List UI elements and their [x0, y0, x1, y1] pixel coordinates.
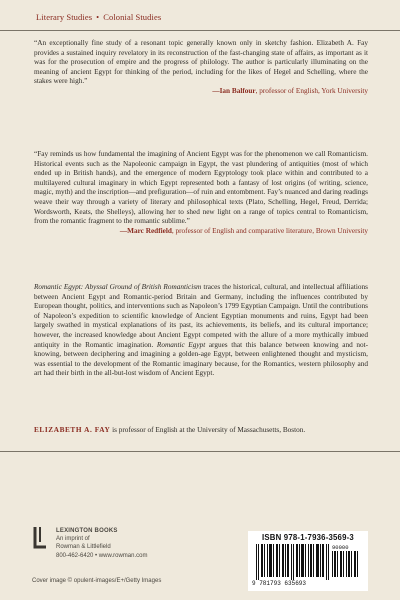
blurb-author: —Ian Balfour [212, 86, 256, 95]
category-colonial: Colonial Studies [103, 12, 162, 22]
publisher-info [56, 527, 147, 560]
blurb-attribution [34, 227, 368, 237]
book-description [34, 283, 368, 379]
category-separator: • [96, 12, 100, 22]
price-barcode-icon [332, 551, 360, 577]
publisher-parent: Rowman & Littlefield [56, 544, 111, 551]
publisher-name: LEXINGTON BOOKS [56, 528, 118, 534]
category-literary: Literary Studies [36, 12, 93, 22]
cover-credit: Cover image © opulent-images/E+/Getty Images [32, 578, 162, 584]
barcode [248, 531, 368, 591]
footer [0, 452, 400, 600]
author-bio [34, 426, 368, 436]
blurb-balfour [34, 39, 368, 97]
book-title-italic: Romantic Egypt: Abyssal Ground of British Romanticism [34, 283, 202, 291]
blurb-role: , professor of English and comparative literature, Brown University [171, 226, 368, 235]
isbn-label: ISBN 978-1-7936-3569-3 [262, 533, 354, 542]
description-part1: traces the historical, cultural, and intellectual affiliations between Ancient Egypt and Romantic-period Britain and Germany, including the influences contributed by European thought, politics, and interventions such as Napoleon’s 1799 Egyptian Campaign. Until the contributions of Napoleon’s expedition to scientific knowledge of Ancient Egyptian monuments and ruins, Egypt had been largely swathed in mystical explanations of its past, its achievements, its beliefs, and its cultural importance; however, the increased knowledge about Ancient Egypt competed with the allure of a more mythically imbued antiquity in the Romantic imagination. [34, 283, 368, 349]
price-code: 90000 [332, 544, 349, 551]
blurb-role: , professor of English, York University [255, 86, 368, 95]
book-title-short: Romantic Egypt [156, 340, 206, 349]
publisher-imprint: An imprint of [56, 536, 90, 543]
blurb-redfield [34, 150, 368, 236]
blurb-author: —Marc Redfield [119, 226, 172, 235]
blurb-text: “Fay reminds us how fundamental the imagining of Ancient Egypt was for the phenomenon we call Romanticism. Historical events such as the Napoleonic campaign in Egypt, the vast plundering of antiquities (most of which ended up in British hands), and the emergence of modern Egyptology took place within and contributed to a multilayered cultural imaginary in which Egypt represented both a fantasy of lost origins (of writing, science, magic, myth) and the inscription—and prefiguration—of ruin and entombment. Fay’s nuanced and daring readings weave their way through a variety of literary and philosophical texts (Plato, Schelling, Hegel, Freud, Derrida; Wordsworth, Keats, the Shelleys), allowing her to shed new light on a range of topics central to Romanticism, from the romantic fragment to the romantic sublime.” [34, 150, 368, 226]
description-part2: argues that this balance between knowing and not-knowing, between deciphering and imagining a golden-age Egypt, between enlightened thought and mysticism, was essential to the development of the Romantic imaginary because, for the Romantics, western philosophy and art had their birth in the all-but-lost wisdom of Ancient Egypt. [34, 340, 369, 378]
top-divider [0, 30, 400, 31]
publisher-contact: 800-462-6420 • www.rowman.com [56, 552, 148, 559]
author-bio-text: is professor of English at the University of Massachusetts, Boston. [110, 426, 306, 434]
ean-barcode-icon [256, 544, 330, 580]
publisher-logo-icon [32, 525, 48, 551]
blurb-attribution [34, 87, 368, 97]
blurb-text: “An exceptionally fine study of a resonant topic generally known only in sketchy fashion. Elizabeth A. Fay provides a sustained inquiry revelatory in its reconstruction of the fast-changing state of affairs, as important as it was for the prosecution of empire and the progress of philology. The author is particularly illuminating on the meaning of ancient Egypt for thinking of the period, including for the likes of Hegel and Schelling, where the stakes were high.” [34, 39, 368, 86]
price-barcode [332, 544, 360, 579]
category-label [34, 12, 163, 22]
author-name: ELIZABETH A. FAY [34, 426, 111, 434]
barcode-digits: 9 781793 635693 [252, 580, 307, 587]
